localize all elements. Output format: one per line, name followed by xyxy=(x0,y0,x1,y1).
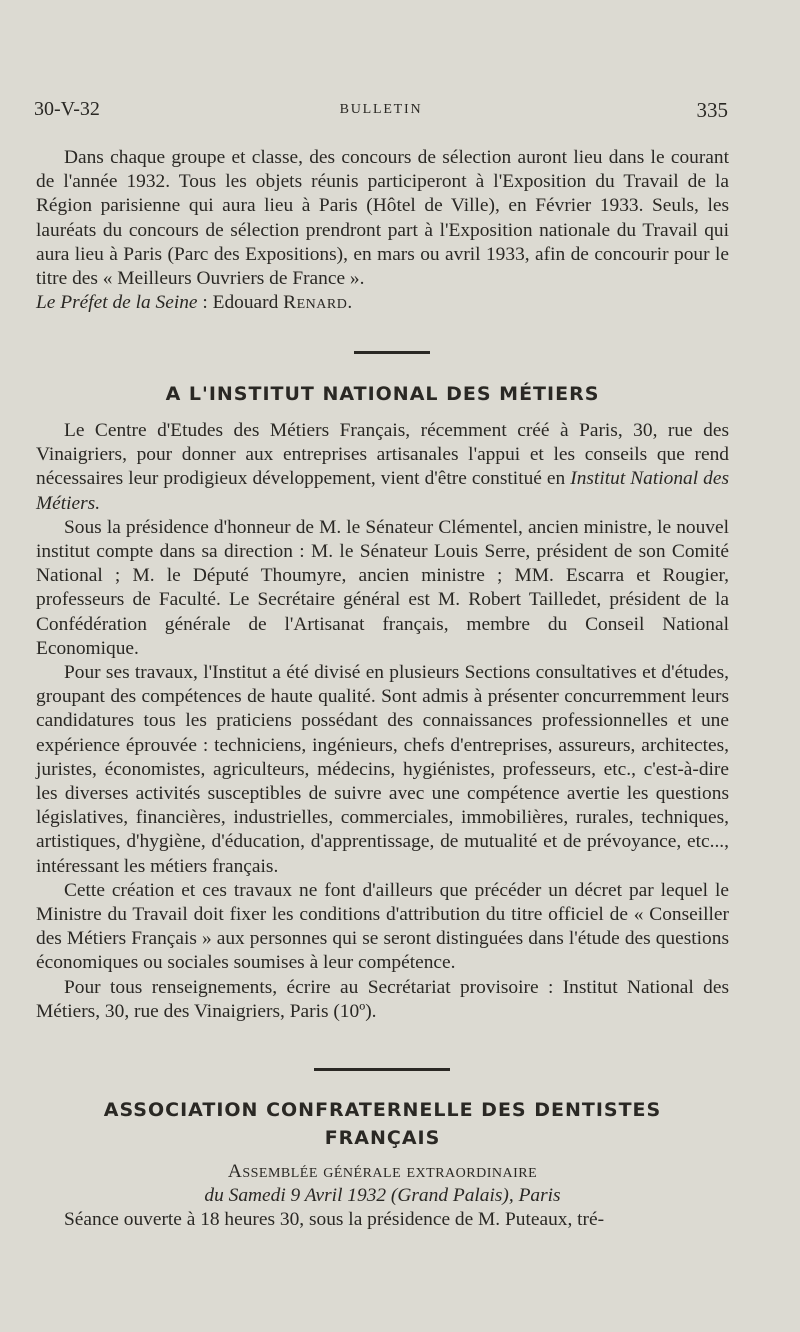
section-heading-association xyxy=(36,1096,729,1152)
intro-section xyxy=(36,146,729,315)
signature-name: Renard. xyxy=(283,292,353,314)
section-heading-institut: A L'INSTITUT NATIONAL DES MÉTIERS xyxy=(165,383,600,405)
assembly-subheading: Assemblée générale extraordinaire xyxy=(227,1161,538,1182)
assembly-date-line xyxy=(36,1184,729,1208)
page-number: 335 xyxy=(696,98,728,122)
signature-separator: : Edouard xyxy=(197,292,284,314)
institut-paragraph-3: Pour ses travaux, l'Institut a été divisé en plusieurs Sections consultatives et d'études, groupant des compétences de haute qualité. Sont admis à présenter concurremment leurs candidatures tous les praticiens possédant des connaissances professionnelles et une expérience éprouvée : techniciens, ingénieurs, chefs d'entreprises, assureurs, architectes, juristes, économistes, agriculteurs, médecins, hygiénistes, professeurs, etc., c'est-à-dire les diverses activités susceptibles de suivre avec une compétence avertie les questions législatives, financières, industrielles, commerciales, immobilières, rurales, techniques, artistiques, d'hygiène, d'éducation, d'apprentissage, de mutualité et de prévoyance, etc..., intéressant les métiers français. xyxy=(36,662,729,877)
session-opening: Séance ouverte à 18 heures 30, sous la présidence de M. Puteaux, tré- xyxy=(64,1209,605,1231)
section-divider xyxy=(354,351,430,354)
intro-paragraph: Dans chaque groupe et classe, des concours de sélection auront lieu dans le courant de l'année 1932. Tous les objets réunis participeront à l'Exposition du Travail de la Région parisienne qui aura lieu à Paris (Hôtel de Ville), en Février 1933. Seuls, les lauréats du concours de sélection prendront part à l'Exposition nationale du Travail qui aura lieu à Paris (Parc des Expositions), en mars ou avril 1933, afin de concourir pour le titre des « Meilleurs Ouvriers de France ». xyxy=(36,147,729,290)
assembly-date-text: du Samedi 9 Avril 1932 (Grand Palais), Paris xyxy=(204,1185,561,1207)
institut-paragraph-4: Cette création et ces travaux ne font d'ailleurs que précéder un décret par lequel le Ministre du Travail doit fixer les conditions d'attribution du titre officiel de « Conseiller des Métiers Français » aux personnes qui se seront distinguées dans l'étude des questions économiques ou sociales soumises à leur compétence. xyxy=(36,879,729,974)
header-date: 30-V-32 xyxy=(34,98,100,120)
signature-line xyxy=(36,291,729,315)
association-heading-line-2: FRANÇAIS xyxy=(324,1127,441,1149)
association-heading-line-1: ASSOCIATION CONFRATERNELLE DES DENTISTES xyxy=(103,1099,662,1121)
institut-paragraph-1 xyxy=(36,419,729,516)
section-divider xyxy=(314,1068,450,1071)
signature-title: Le Préfet de la Seine xyxy=(36,292,198,314)
institut-paragraph-1-text: Le Centre d'Etudes des Métiers Français, récemment créé à Paris, 30, rue des Vinaigriers, pour donner aux entreprises artisanales l'appui et les conseils que rend nécessaires leur prodigieux développement, vient d'être constitué en xyxy=(36,420,729,490)
association-section-body xyxy=(36,1160,729,1233)
institut-paragraph-5: Pour tous renseignements, écrire au Secrétariat provisoire : Institut National des Métiers, 30, rue des Vinaigriers, Paris (10º). xyxy=(36,976,729,1022)
page-header xyxy=(34,98,728,124)
institut-paragraph-2: Sous la présidence d'honneur de M. le Sénateur Clémentel, ancien ministre, le nouvel institut compte dans sa direction : M. le Sénateur Louis Serre, président de son Comité National ; M. le Député Thoumyre, ancien ministre ; MM. Escarra et Rougier, professeurs de Faculté. Le Secrétaire général est M. Robert Tailledet, président de la Confédération générale de l'Artisanat français, membre du Conseil National Economique. xyxy=(36,516,729,659)
header-title: BULLETIN xyxy=(339,102,423,117)
institut-name-italic: Institut National des Métiers. xyxy=(36,468,729,514)
institut-section-body xyxy=(36,419,729,1024)
